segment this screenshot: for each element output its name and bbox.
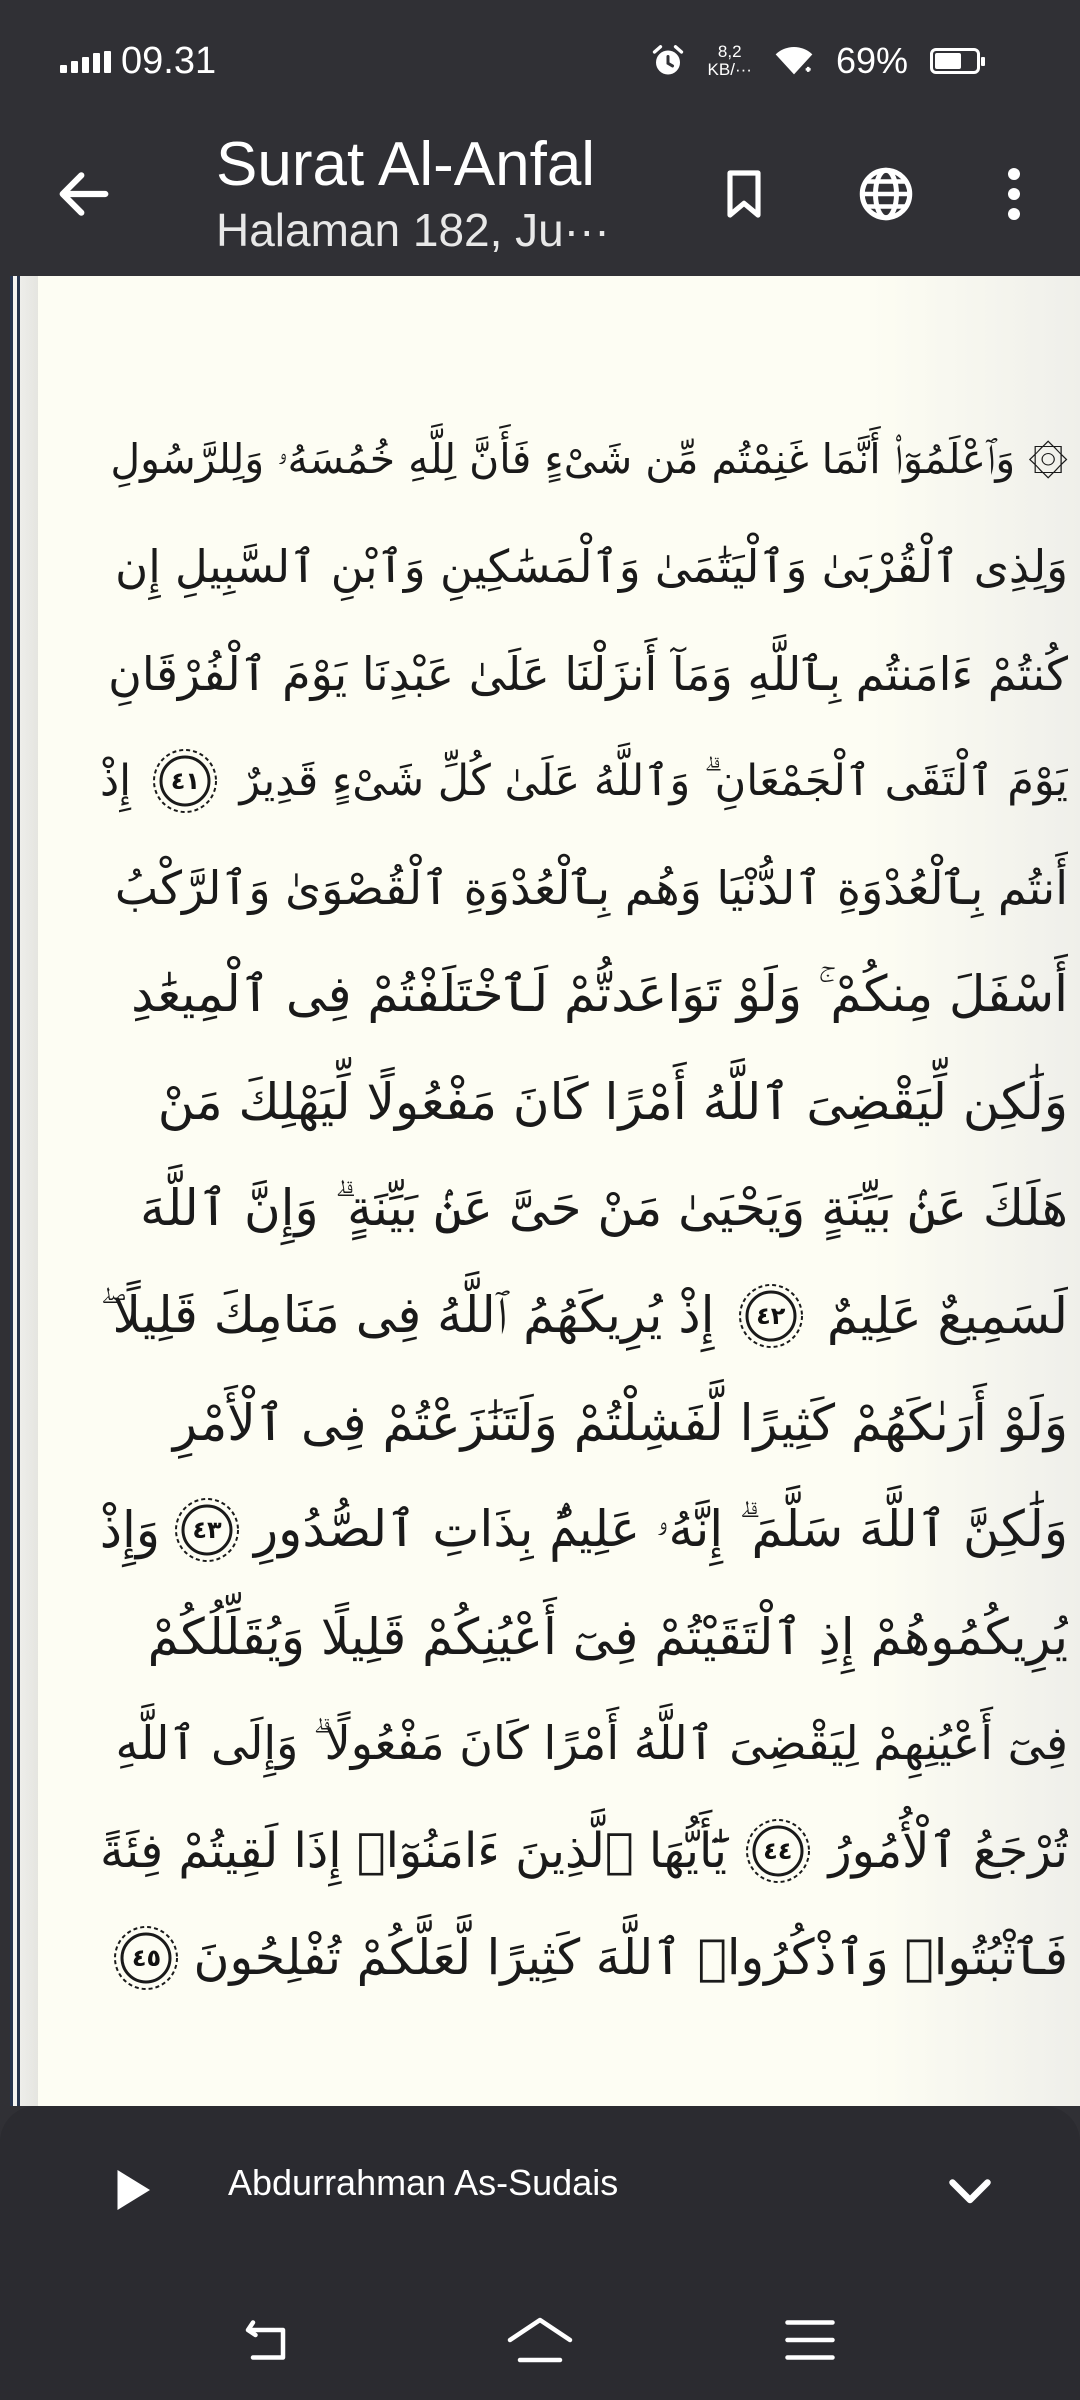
verse-segment[interactable]: فِىٓ أَعْيُنِهِمْ لِيَقْضِىَ ٱللَّهُ أَمْرًا كَانَ مَفْعُولًا ۗ وَإِلَى ٱللَّهِ: [115, 1715, 1068, 1770]
mushaf-page[interactable]: [38, 276, 1080, 2106]
wifi-icon: [774, 44, 814, 78]
network-speed-value: 8,2: [717, 42, 742, 61]
page-title: Surat Al-Anfal: [216, 130, 596, 199]
collapse-player-button[interactable]: [940, 2160, 1000, 2220]
verse-line: [100, 1904, 1068, 2011]
ayah-marker[interactable]: [743, 1816, 813, 1886]
more-vert-icon: [994, 164, 1034, 224]
verse-segment[interactable]: تُرْجَعُ ٱلْأُمُورُ: [828, 1822, 1068, 1879]
status-left: [60, 40, 216, 83]
ayah-number: ٤٤: [763, 1836, 793, 1865]
verse-segment[interactable]: وَلَٰكِنَّ ٱللَّهَ سَلَّمَ ۗ إِنَّهُۥ عَلِيمٌۢ بِذَاتِ ٱلصُّدُورِ: [254, 1500, 1068, 1558]
app-bar: [0, 128, 1080, 276]
status-bar: [0, 0, 1080, 128]
verse-line: [100, 406, 1068, 513]
bookmark-button[interactable]: [712, 162, 776, 226]
verse-segment[interactable]: إِذْ يُرِيكَهُمُ ٱللَّهُ فِى مَنَامِكَ قَلِيلًا ۖ: [100, 1286, 715, 1344]
verse-line: [100, 1155, 1068, 1262]
verse-segment[interactable]: كُنتُمْ ءَامَنتُم بِٱللَّهِ وَمَآ أَنزَلْنَا عَلَىٰ عَبْدِنَا يَوْمَ ٱلْفُرْقَانِ: [108, 646, 1068, 701]
ayah-number: ٤١: [170, 766, 200, 795]
back-nav-icon: [238, 2310, 298, 2370]
verse-segment[interactable]: هَلَكَ عَنۢ بَيِّنَةٍ وَيَحْيَىٰ مَنْ حَىَّ عَنۢ بَيِّنَةٍ ۗ وَإِنَّ ٱللَّهَ: [140, 1179, 1068, 1237]
ayah-number: ٤٢: [756, 1301, 786, 1330]
status-time: 09.31: [121, 40, 217, 82]
verse-segment[interactable]: يَٰٓأَيُّهَا ٱلَّذِينَ ءَامَنُوٓا۟ إِذَا لَقِيتُمْ فِئَةً: [100, 1822, 727, 1879]
battery-fill: [935, 53, 961, 69]
verse-segment[interactable]: وَإِذْ: [100, 1500, 161, 1559]
battery-icon: [930, 48, 980, 74]
verse-line: [100, 1262, 1068, 1369]
network-speed: [708, 43, 752, 79]
arrow-back-icon: [52, 162, 116, 226]
verse-line: [100, 727, 1068, 834]
verse-line: [100, 1797, 1068, 1904]
nav-back-button[interactable]: [232, 2304, 304, 2376]
verse-line: [100, 834, 1068, 941]
verse-line: [100, 1369, 1068, 1476]
ayah-marker[interactable]: [150, 746, 220, 816]
ayah-marker[interactable]: [172, 1495, 242, 1565]
nav-recents-button[interactable]: [774, 2304, 846, 2376]
verse-line: [100, 1048, 1068, 1155]
verse-segment[interactable]: أَنتُم بِٱلْعُدْوَةِ ٱلدُّنْيَا وَهُم بِٱلْعُدْوَةِ ٱلْقُصْوَىٰ وَٱلرَّكْبُ: [114, 860, 1068, 915]
verse-line: [100, 941, 1068, 1048]
verse-segment[interactable]: يَوْمَ ٱلْتَقَى ٱلْجَمْعَانِ ۗ وَٱللَّهُ عَلَىٰ كُلِّ شَىْءٍ قَدِيرٌ: [239, 755, 1068, 806]
recents-nav-icon: [780, 2310, 840, 2370]
ayah-number: ٤٥: [131, 1943, 162, 1972]
language-button[interactable]: [854, 162, 918, 226]
verse-segment[interactable]: ۞ وَٱعْلَمُوٓا۟ أَنَّمَا غَنِمْتُم مِّن شَىْءٍ فَأَنَّ لِلَّهِ خُمُسَهُۥ وَلِلرَّسُولِ: [110, 435, 1068, 483]
back-button[interactable]: [52, 162, 116, 226]
ayah-marker[interactable]: [736, 1281, 806, 1351]
reciter-name[interactable]: Abdurrahman As-Sudais: [228, 2162, 619, 2203]
ayah-number: ٤٣: [192, 1515, 222, 1544]
verse-segment[interactable]: وَلَوْ أَرَىٰكَهُمْ كَثِيرًا لَّفَشِلْتُمْ وَلَتَنَٰزَعْتُمْ فِى ٱلْأَمْرِ: [172, 1393, 1068, 1452]
verse-line: [100, 513, 1068, 620]
verse-line: [100, 620, 1068, 727]
ayah-marker[interactable]: [111, 1923, 181, 1993]
network-speed-unit: KB/···: [707, 60, 752, 79]
verse-segment[interactable]: فَٱثْبُتُوا۟ وَٱذْكُرُوا۟ ٱللَّهَ كَثِيرًا لَّعَلَّكُمْ تُفْلِحُونَ: [193, 1929, 1068, 1986]
verse-segment[interactable]: أَسْفَلَ مِنكُمْ ۚ وَلَوْ تَوَاعَدتُّمْ لَٱخْتَلَفْتُمْ فِى ٱلْمِيعَٰدِ: [131, 965, 1068, 1023]
verse-segment[interactable]: يُرِيكُمُوهُمْ إِذِ ٱلْتَقَيْتُمْ فِىٓ أَعْيُنِكُمْ قَلِيلًا وَيُقَلِّلُكُمْ: [147, 1607, 1068, 1666]
verse-segment[interactable]: وَلِذِى ٱلْقُرْبَىٰ وَٱلْيَتَٰمَىٰ وَٱلْمَسَٰكِينِ وَٱبْنِ ٱلسَّبِيلِ إِن: [115, 540, 1068, 593]
play-icon: [100, 2160, 160, 2220]
mushaf-page-area[interactable]: [0, 276, 1080, 2106]
globe-icon: [856, 164, 916, 224]
verse-line: [100, 1583, 1068, 1690]
verse-segment[interactable]: لَسَمِيعٌ عَلِيمٌ: [826, 1286, 1068, 1345]
page-subtitle: Halaman 182, Ju···: [216, 204, 610, 256]
more-options-button[interactable]: [982, 162, 1046, 226]
bookmark-icon: [716, 166, 772, 222]
signal-icon: [60, 51, 111, 73]
nav-home-button[interactable]: [504, 2304, 576, 2376]
status-right: [650, 40, 980, 82]
battery-percent: 69%: [835, 40, 908, 81]
audio-player: [0, 2106, 1080, 2280]
home-nav-icon: [504, 2310, 576, 2370]
page-edge: [10, 276, 38, 2106]
play-button[interactable]: [100, 2160, 160, 2220]
verse-line: [100, 1476, 1068, 1583]
alarm-icon: [650, 43, 686, 79]
chevron-down-icon: [940, 2160, 1000, 2220]
verse-segment[interactable]: وَلَٰكِن لِّيَقْضِىَ ٱللَّهُ أَمْرًا كَانَ مَفْعُولًا لِّيَهْلِكَ مَنْ: [157, 1072, 1068, 1131]
verse-line: [100, 1690, 1068, 1797]
title-block: [216, 128, 656, 258]
verse-text: [100, 406, 1068, 2011]
verse-segment[interactable]: إِذْ: [100, 755, 132, 806]
system-nav-bar: [0, 2280, 1080, 2400]
